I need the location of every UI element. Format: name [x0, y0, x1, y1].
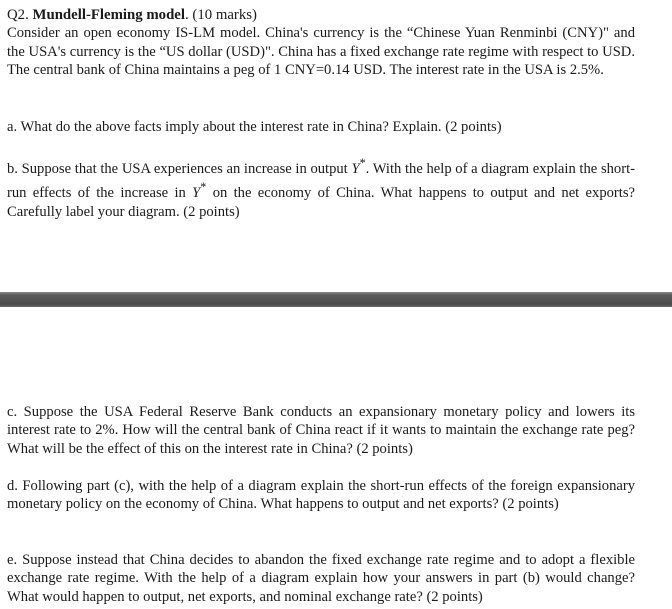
part-a: a. What do the above facts imply about the interest rate in China? Explain. (2 points) — [7, 119, 502, 135]
page-divider — [0, 292, 672, 307]
page-bottom — [0, 307, 672, 609]
question-intro: Consider an open economy IS-LM model. China's currency is the “Chinese Yuan Renminbi (CNY)" and the USA's currency is the “US dollar (USD)". China has a fixed exchange rate regime with respect to USD. The central bank of China maintains a peg of 1 CNY=0.14 USD. The interest rate in the USA is 2.5%. — [7, 25, 635, 79]
part-b-text-2: . With the help of a diagram explain the short-run effects of the increase in — [7, 160, 635, 202]
star-1: * — [359, 156, 366, 170]
part-e: e. Suppose instead that China decides to abandon the fixed exchange rate regime and to adopt a flexible exchange rate regime. With the help of a diagram explain how your answers in part (b) would change? What would happen to output, net exports, and nominal exchange rate? (2 points) — [7, 552, 635, 605]
symbol-y-1: Y — [351, 160, 360, 177]
star-2: * — [200, 180, 207, 195]
part-c: c. Suppose the USA Federal Reserve Bank conducts an expansionary monetary policy and lowers its interest rate to 2%. How will the central bank of China react if it wants to maintain the exchange rate peg? What will be the effect of this on the interest rate in China? (2 points) — [7, 404, 635, 457]
part-b-text-3: on the economy of China. What happens to output and net exports? Carefully label your diagram. (2 points) — [7, 185, 636, 220]
question-block — [7, 6, 635, 80]
part-d: d. Following part (c), with the help of a diagram explain the short-run effects of the foreign expansionary monetary policy on the economy of China. What happens to output and net exports? (2 points) — [7, 478, 635, 513]
question-marks: . (10 marks) — [185, 7, 257, 23]
question-heading — [7, 7, 257, 23]
part-b — [7, 154, 635, 221]
symbol-y-2: Y — [192, 185, 201, 202]
page-top — [0, 0, 672, 292]
part-b-text-1: b. Suppose that the USA experiences an increase in output — [7, 160, 352, 177]
question-title: Mundell-Fleming model — [32, 7, 185, 23]
question-number: Q2. — [7, 7, 29, 23]
